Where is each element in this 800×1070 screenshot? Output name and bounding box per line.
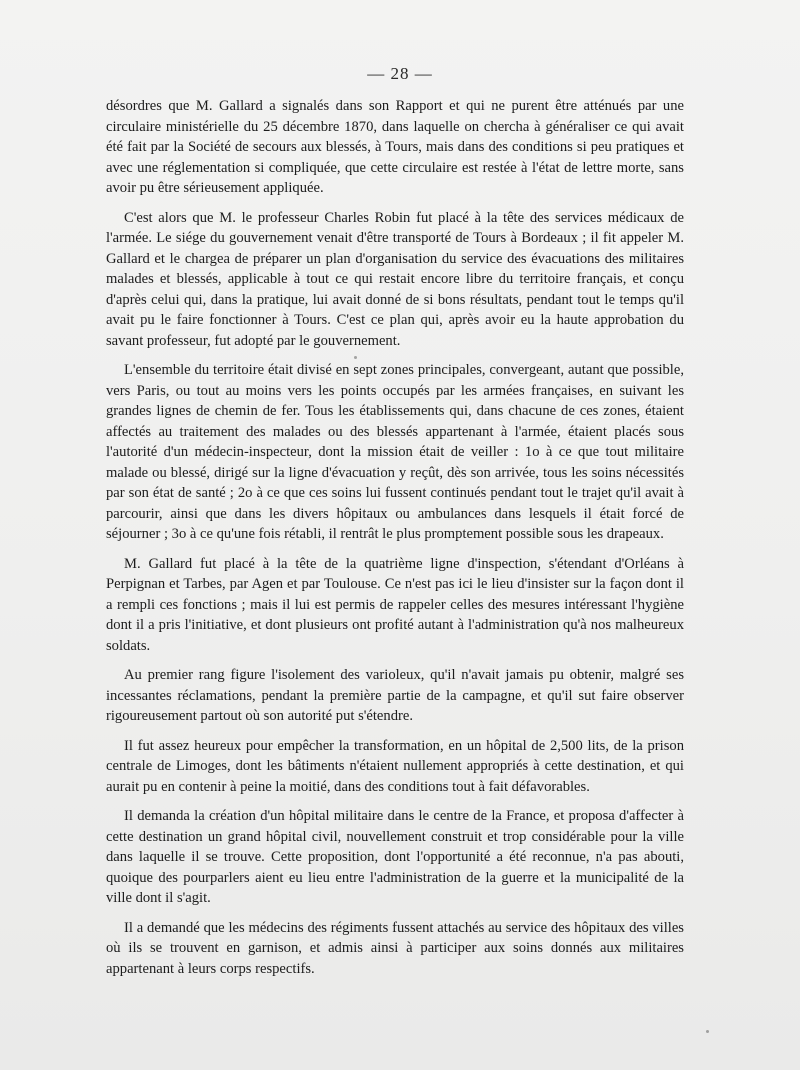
paper-speck [706, 1030, 709, 1033]
paragraph-4: M. Gallard fut placé à la tête de la quatrième ligne d'inspection, s'étendant d'Orléans à Perpignan et Tarbes, par Agen et par Toulouse. Ce n'est pas ici le lieu d'insister sur la façon dont il a rempli ces fonctions ; mais il lui est permis de rappeler celles des mesures intéressant l'hygiène dont il a pris l'initiative, et dont plusieurs ont profité autant à l'administration qu'à nos malheureux soldats. [106, 555, 684, 654]
paragraph-1: désordres que M. Gallard a signalés dans son Rapport et qui ne purent être atténués par une circulaire ministérielle du 25 décembre 1870, dans laquelle on chercha à généraliser ce qui avait été fait par la Société de secours aux blessés, à Tours, mais dans des conditions si peu pratiques et avec une réglementation si compliquée, que cette circulaire est restée à l'état de lettre morte, sans avoir pu être sérieusement appliquée. [106, 98, 684, 196]
paper-speck [354, 356, 357, 359]
paragraph-5: Au premier rang figure l'isolement des varioleux, qu'il n'avait jamais pu obtenir, malgré ses incessantes réclamations, pendant la première partie de la campagne, et qu'il sut faire observer rigoureusement partout où son autorité put s'étendre. [106, 667, 684, 724]
paragraph-3: L'ensemble du territoire était divisé en sept zones principales, convergeant, autant que possible, vers Paris, ou tout au moins vers les points occupés par les armées françaises, en suivant les grandes lignes de chemin de fer. Tous les établissements qui, dans chacune de ces zones, étaient affectés au traitement des malades ou des blessés appartenant à l'armée, étaient placés sous l'autorité d'un médecin-inspecteur, dont la mission était de veiller : 1o à ce que tout militaire malade ou blessé, dirigé sur la ligne d'évacuation y reçût, dès son arrivée, tous les soins nécessités par son état de santé ; 2o à ce que ces soins lui fussent continués pendant tout le trajet qu'il avait à parcourir, ainsi que dans les divers hôpitaux ou ambulances dans lesquels il était forcé de séjourner ; 3o à ce qu'une fois rétabli, il rentrât le plus promptement possible sous les drapeaux. [106, 362, 684, 542]
body-text [106, 96, 684, 988]
page-number: — 28 — [367, 64, 433, 83]
paragraph-2: C'est alors que M. le professeur Charles Robin fut placé à la tête des services médicaux de l'armée. Le siége du gouvernement venait d'être transporté de Tours à Bordeaux ; il fit appeler M. Gallard et le chargea de préparer un plan d'organisation du service des évacuations des militaires malades et blessés, applicable à tout ce qui restait encore libre du territoire français, et conçu d'après celui qui, dans la pratique, lui avait donné de si bons résultats, pendant tout le temps qu'il avait pu le faire fonctionner à Tours. C'est ce plan qui, après avoir eu la haute approbation du savant professeur, fut adopté par le gouvernement. [106, 209, 684, 349]
paragraph-6: Il fut assez heureux pour empêcher la transformation, en un hôpital de 2,500 lits, de la prison centrale de Limoges, dont les bâtiments n'étaient nullement appropriés à cette destination, et qui aurait pu en contenir à peine la moitié, dans des conditions tout à fait défavorables. [106, 737, 684, 795]
paragraph-8: Il a demandé que les médecins des régiments fussent attachés au service des hôpitaux des villes où ils se trouvent en garnison, et admis ainsi à participer aux soins donnés aux militaires appartenant à leurs corps respectifs. [106, 919, 684, 977]
paragraph-7: Il demanda la création d'un hôpital militaire dans le centre de la France, et proposa d'affecter à cette destination un grand hôpital civil, nouvellement construit et trop considérable pour la ville dans laquelle il se trouve. Cette proposition, dont l'opportunité a été reconnue, n'a pas abouti, quoique des pourparlers aient eu lieu entre l'administration de la guerre et la municipalité de la ville dont il s'agit. [106, 808, 684, 906]
